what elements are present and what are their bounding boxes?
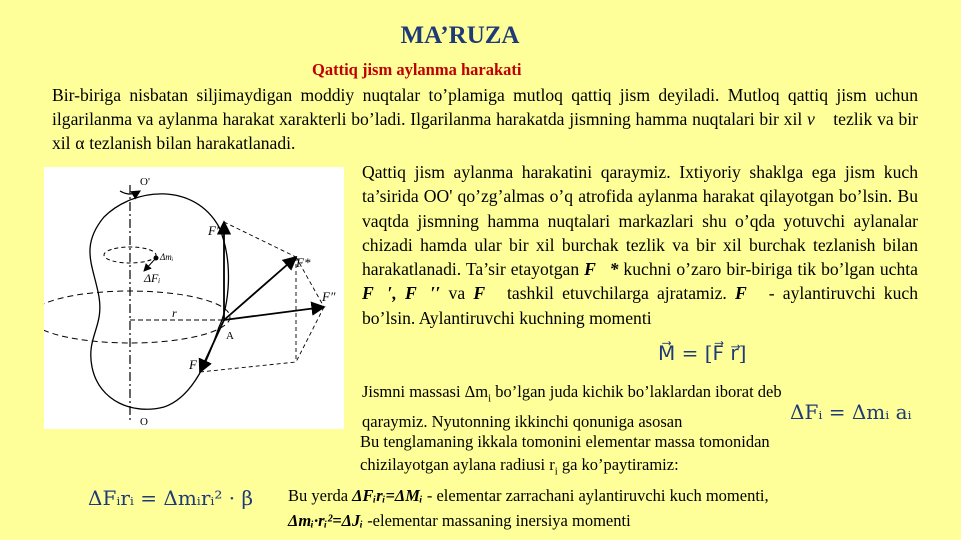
label-dm: Δmᵢ <box>160 252 174 262</box>
f-pair-symbol: F⃗′, F⃗′′ <box>362 283 441 304</box>
f-star-symbol: F⃗* <box>584 259 619 280</box>
rigid-body-figure <box>44 167 344 429</box>
def-2-expr: Δmᵢ·rᵢ²=ΔJᵢ <box>288 511 364 530</box>
label-f-prime: F′ <box>208 223 219 238</box>
moment-formula: M⃗ = [F⃗ r⃗] <box>658 341 747 365</box>
rotation-diagram <box>44 167 344 429</box>
F-arrow <box>200 320 224 372</box>
label-r: r <box>172 306 177 320</box>
intro-paragraph <box>52 83 918 156</box>
newton-formula: ΔFᵢ = Δmᵢ aᵢ <box>790 400 912 424</box>
label-a: A <box>226 330 234 342</box>
trajectory-circle <box>44 291 230 343</box>
label-o-top: O' <box>140 176 150 188</box>
main-formula: ΔFᵢrᵢ = Δmᵢrᵢ² · β <box>88 486 254 510</box>
definitions: Bu yerda ΔFᵢrᵢ=ΔMᵢ - elementar zarrachani aylantiruvchi kuch momenti, Δmᵢ·rᵢ²=ΔJᵢ -elementar massaning inersiya momenti <box>288 486 769 530</box>
multiply-paragraph: Bu tenglamaning ikkala tomonini elementar massa tomonidan chizilayotgan aylana radiusi $r_i$ ga ko’paytiramiz: <box>360 432 770 478</box>
mass-paragraph: Jismni massasi $\Delta m_i$ bo’lgan juda kichik bo’laklardan iborat deb qaraymiz. Nyutonning ikkinchi qonuniga asosan <box>362 382 782 432</box>
velocity-symbol: v⃗ <box>807 109 829 130</box>
label-f-double-prime: F″ <box>322 289 336 304</box>
lecture-subtitle: Qattiq jism aylanma harakati <box>312 60 522 79</box>
label-f-star: F* <box>296 255 311 270</box>
f-symbol: F⃗ <box>473 283 499 304</box>
f-symbol-2: F⃗ <box>735 283 761 304</box>
label-o-bottom: O <box>140 416 148 428</box>
def-1-expr: ΔFᵢrᵢ=ΔMᵢ <box>352 486 423 505</box>
page-title: MA’RUZA <box>400 22 520 49</box>
F-star-arrow <box>224 257 296 320</box>
rotation-paragraph: Qattiq jism aylanma harakatini qaraymiz. Ixtiyoriy shaklga ega jism kuch ta’sirida OO' qo’zg’almas o’q atrofida aylanma harakat qilayotgan bo’lsin. Bu vaqtda jismning hamma nuqtalari markazlari shu o’qda yotuvchi aylanalar chizadi hamda ular bir xil burchak tezlik va bir xil burchak tezlanish bilan harakatlanadi. Ta’sir etayotgan F⃗* kuchni o’zaro bir-biriga tik bo’lgan uchta F⃗′, F⃗′′ va F⃗ tashkil etuvchilarga ajratamiz. F⃗ - aylantiruvchi kuch bo’lsin. Aylantiruvchi kuchning momenti <box>362 162 919 328</box>
label-f: F <box>189 357 197 372</box>
F-double-prime-arrow <box>224 307 324 320</box>
label-df: ΔFᵢ <box>144 271 161 285</box>
intro-tail: tezlik va bir xil α tezlanish bilan harakatlanadi. <box>52 109 919 154</box>
intro-text: Bir-biriga nisbatan siljimaydigan moddiy nuqtalar to’plamiga mutloq qattiq jism deyiladi. Mutloq qattiq jism uchun ilgarilanma va aylanma harakat xarakterli bo’ladi. Ilgarilanma harakatda jismning hamma nuqtalari bir xil <box>52 85 918 130</box>
